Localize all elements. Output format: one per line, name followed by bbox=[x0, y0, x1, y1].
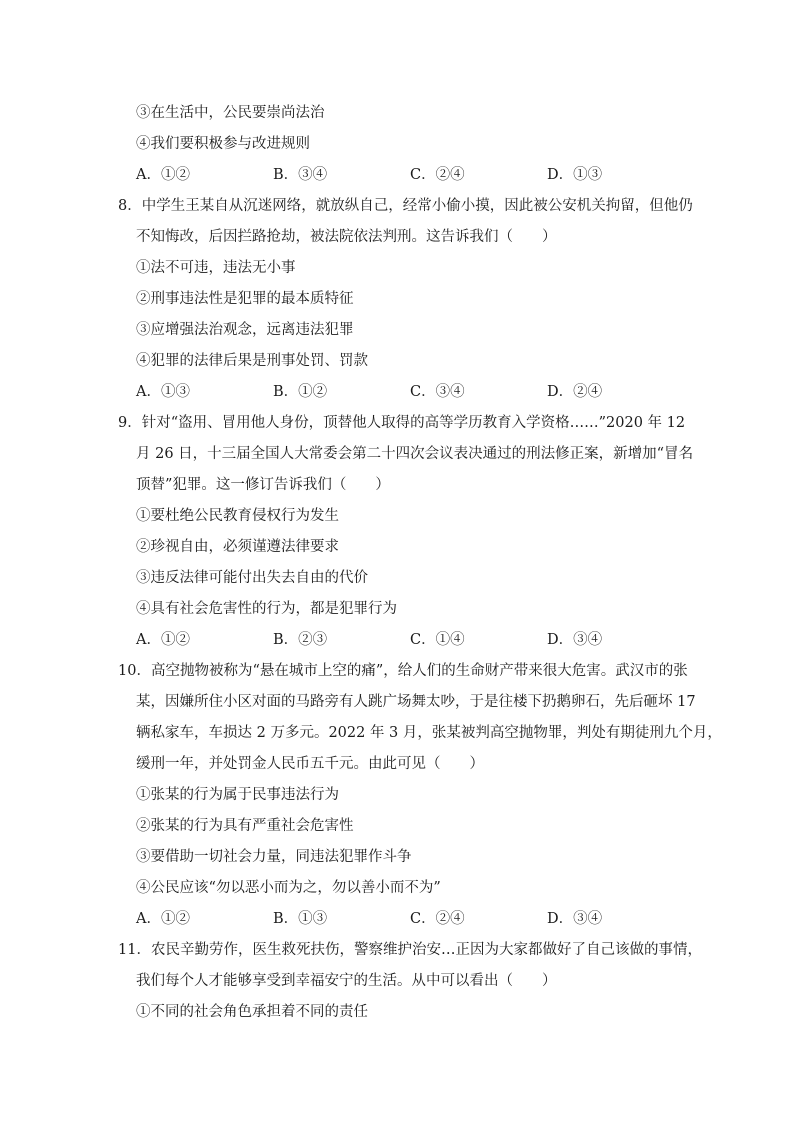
answer-choice: A．①② bbox=[136, 632, 190, 648]
question-stem-continued: 某，因嫌所住小区对面的马路旁有人跳广场舞太吵，于是往楼下扔鹅卵石，先后砸坏 17 bbox=[136, 694, 696, 710]
answer-choice: D．①③ bbox=[547, 167, 603, 183]
statement-option: ④具有社会危害性的行为，都是犯罪行为 bbox=[136, 601, 397, 617]
statement-option: ③应增强法治观念，远离违法犯罪 bbox=[136, 322, 354, 338]
answer-choice: A．①③ bbox=[136, 384, 190, 400]
question-stem: 8．中学生王某自从沉迷网络，就放纵自己，经常小偷小摸，因此被公安机关拘留，但他仍 bbox=[118, 198, 693, 214]
question-stem-continued: 辆私家车，车损达 2 万多元。2022 年 3 月，张某被判高空抛物罪，判处有期徒刑九个月， bbox=[136, 725, 722, 741]
question-stem-continued: 我们每个人才能够享受到幸福安宁的生活。从中可以看出（ ） bbox=[136, 973, 557, 989]
answer-choices bbox=[118, 160, 678, 191]
statement-option: ②张某的行为具有严重社会危害性 bbox=[136, 818, 354, 834]
statement-option: ①不同的社会角色承担着不同的责任 bbox=[136, 1004, 368, 1020]
answer-choice: B．①② bbox=[273, 384, 328, 400]
answer-choice: B．③④ bbox=[273, 167, 328, 183]
question-stem-continued: 月 26 日，十三届全国人大常委会第二十四次会议表决通过的刑法修正案，新增加“冒名 bbox=[136, 446, 694, 462]
statement-option: ②珍视自由，必须谨遵法律要求 bbox=[136, 539, 339, 555]
statement-option: ①要杜绝公民教育侵权行为发生 bbox=[136, 508, 339, 524]
statement-option: ④犯罪的法律后果是刑事处罚、罚款 bbox=[136, 353, 368, 369]
question-stem: 9．针对“盗用、冒用他人身份，顶替他人取得的高等学历教育入学资格……”2020 年 12 bbox=[118, 415, 686, 431]
question-stem-continued: 不知悔改，后因拦路抢劫，被法院依法判刑。这告诉我们（ ） bbox=[136, 229, 557, 245]
statement-option: ①张某的行为属于民事违法行为 bbox=[136, 787, 339, 803]
question-stem-continued: 顶替”犯罪。这一修订告诉我们（ ） bbox=[136, 477, 390, 493]
answer-choice: D．③④ bbox=[547, 632, 603, 648]
answer-choices bbox=[118, 377, 678, 408]
answer-choice: D．②④ bbox=[547, 384, 603, 400]
statement-option: ④公民应该“勿以恶小而为之，勿以善小而不为” bbox=[136, 880, 441, 896]
answer-choice: C．③④ bbox=[410, 384, 465, 400]
answer-choices bbox=[118, 904, 678, 935]
answer-choice: A．①② bbox=[136, 167, 190, 183]
answer-choice: B．②③ bbox=[273, 632, 328, 648]
question-stem-continued: 缓刑一年，并处罚金人民币五千元。由此可见（ ） bbox=[136, 756, 484, 772]
answer-choice: A．①② bbox=[136, 911, 190, 927]
question-stem: 10．高空抛物被称为“悬在城市上空的痛”，给人们的生命财产带来很大危害。武汉市的张 bbox=[118, 663, 688, 679]
question-stem: 11．农民辛勤劳作，医生救死扶伤，警察维护治安…正因为大家都做好了自己该做的事情， bbox=[118, 942, 702, 958]
statement-option: ②刑事违法性是犯罪的最本质特征 bbox=[136, 291, 354, 307]
answer-choice: D．③④ bbox=[547, 911, 603, 927]
answer-choice: C．①④ bbox=[410, 632, 465, 648]
answer-choice: C．②④ bbox=[410, 167, 465, 183]
statement-option: ③在生活中，公民要崇尚法治 bbox=[136, 105, 325, 121]
answer-choice: B．①③ bbox=[273, 911, 328, 927]
statement-option: ④我们要积极参与改进规则 bbox=[136, 136, 310, 152]
answer-choice: C．②④ bbox=[410, 911, 465, 927]
question-list bbox=[118, 98, 722, 1028]
statement-option: ③违反法律可能付出失去自由的代价 bbox=[136, 570, 368, 586]
statement-option: ①法不可违，违法无小事 bbox=[136, 260, 296, 276]
answer-choices bbox=[118, 625, 678, 656]
statement-option: ③要借助一切社会力量，同违法犯罪作斗争 bbox=[136, 849, 412, 865]
